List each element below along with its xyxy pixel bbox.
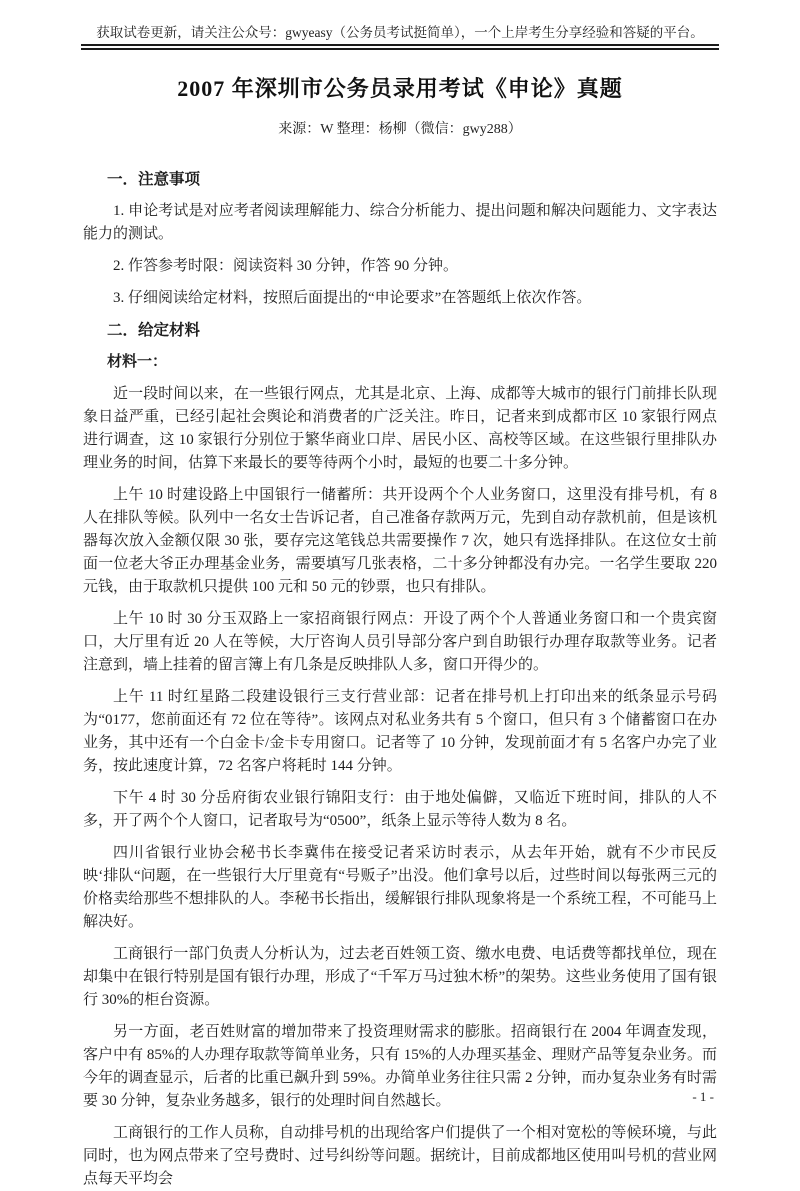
material-paragraph-1: 近一段时间以来，在一些银行网点，尤其是北京、上海、成都等大城市的银行门前排长队现象日益严重，已经引起社会舆论和消费者的广泛关注。昨日，记者来到成都市区 10 家银行网点进行调查，这 10 家银行分别位于繁华商业口岸、居民小区、高校等区域。在这些银行里排队办理业务的时间，估算下来最长的要等待两个小时，最短的也要二十多分钟。	[83, 386, 717, 471]
header-notice: 获取试卷更新，请关注公众号：gwyeasy（公务员考试挺简单），一个上岸考生分享经验和答疑的平台。	[96, 25, 704, 40]
notice-item-2: 2. 作答参考时限：阅读资料 30 分钟，作答 90 分钟。	[113, 258, 459, 274]
material-one-subheading: 材料一：	[107, 354, 168, 370]
material-paragraph-9: 工商银行的工作人员称，自动排号机的出现给客户们提供了一个相对宽松的等候环境，与此同时，也为网点带来了空号费时、过号纠纷等问题。据统计，目前成都地区使用叫号机的营业网点每天平均会	[83, 1125, 717, 1187]
document-title: 2007 年深圳市公务员录用考试《申论》真题	[177, 76, 623, 101]
material-paragraph-2: 上午 10 时建设路上中国银行一储蓄所：共开设两个个人业务窗口，这里没有排号机，有 8 人在排队等候。队列中一名女士告诉记者，自己准备存款两万元，先到自动存款机前，但是该机器每次放入金额仅限 30 张，要存完这笔钱总共需要操作 7 次，她只有选择排队。在这位女士前面一位老大爷正办理基金业务，需要填写几张表格，二十多分钟都没有办完。一名学生要取 220 元钱，由于取款机只提供 100 元和 50 元的钞票，也只有排队。	[83, 487, 717, 595]
material-paragraph-8: 另一方面，老百姓财富的增加带来了投资理财需求的膨胀。招商银行在 2004 年调查发现，客户中有 85%的人办理存取款等简单业务，只有 15%的人办理买基金、理财产品等复杂业务。而今年的调查显示，后者的比重已飙升到 59%。办简单业务往往只需 2 分钟，而办复杂业务有时需要 30 分钟，复杂业务越多，银行的处理时间自然越长。	[83, 1024, 717, 1109]
source-line: 来源：W 整理：杨柳（微信：gwy288）	[278, 122, 522, 137]
notice-item-3: 3. 仔细阅读给定材料，按照后面提出的“申论要求”在答题纸上依次作答。	[113, 290, 592, 306]
section-heading-notice: 一．注意事项	[107, 171, 201, 188]
material-paragraph-5: 下午 4 时 30 分岳府街农业银行锦阳支行：由于地处偏僻，又临近下班时间，排队的人不多，开了两个个人窗口，记者取号为“0500”，纸条上显示等待人数为 8 名。	[83, 790, 717, 829]
page-number: - 1 -	[692, 1089, 714, 1104]
section-heading-materials: 二．给定材料	[107, 322, 201, 339]
material-paragraph-6: 四川省银行业协会秘书长李冀伟在接受记者采访时表示，从去年开始，就有不少市民反映‘排队“问题，在一些银行大厅里竟有“号贩子”出没。他们拿号以后，过些时间以每张两三元的价格卖给那些不想排队的人。李秘书长指出，缓解银行排队现象将是一个系统工程，不可能马上解决好。	[83, 845, 717, 930]
material-paragraph-7: 工商银行一部门负责人分析认为，过去老百姓领工资、缴水电费、电话费等都找单位，现在却集中在银行特别是国有银行办理，形成了“千军万马过独木桥”的架势。这些业务使用了国有银行 30%的柜台资源。	[83, 946, 717, 1008]
header-divider	[81, 44, 719, 50]
document-body	[83, 168, 717, 1191]
material-paragraph-3: 上午 10 时 30 分玉双路上一家招商银行网点：开设了两个个人普通业务窗口和一个贵宾窗口，大厅里有近 20 人在等候，大厅咨询人员引导部分客户到自助银行办理存取款等业务。记者注意到，墙上挂着的留言簿上有几条是反映排队人多，窗口开得少的。	[83, 611, 717, 673]
material-paragraph-4: 上午 11 时红星路二段建设银行三支行营业部：记者在排号机上打印出来的纸条显示号码为“0177，您前面还有 72 位在等待”。该网点对私业务共有 5 个窗口，但只有 3 个储蓄窗口在办业务，其中还有一个白金卡/金卡专用窗口。记者等了 10 分钟，发现前面才有 5 名客户办完了业务，按此速度计算，72 名客户将耗时 144 分钟。	[83, 689, 717, 774]
notice-item-1: 1. 申论考试是对应考者阅读理解能力、综合分析能力、提出问题和解决问题能力、文字表达能力的测试。	[83, 203, 717, 242]
